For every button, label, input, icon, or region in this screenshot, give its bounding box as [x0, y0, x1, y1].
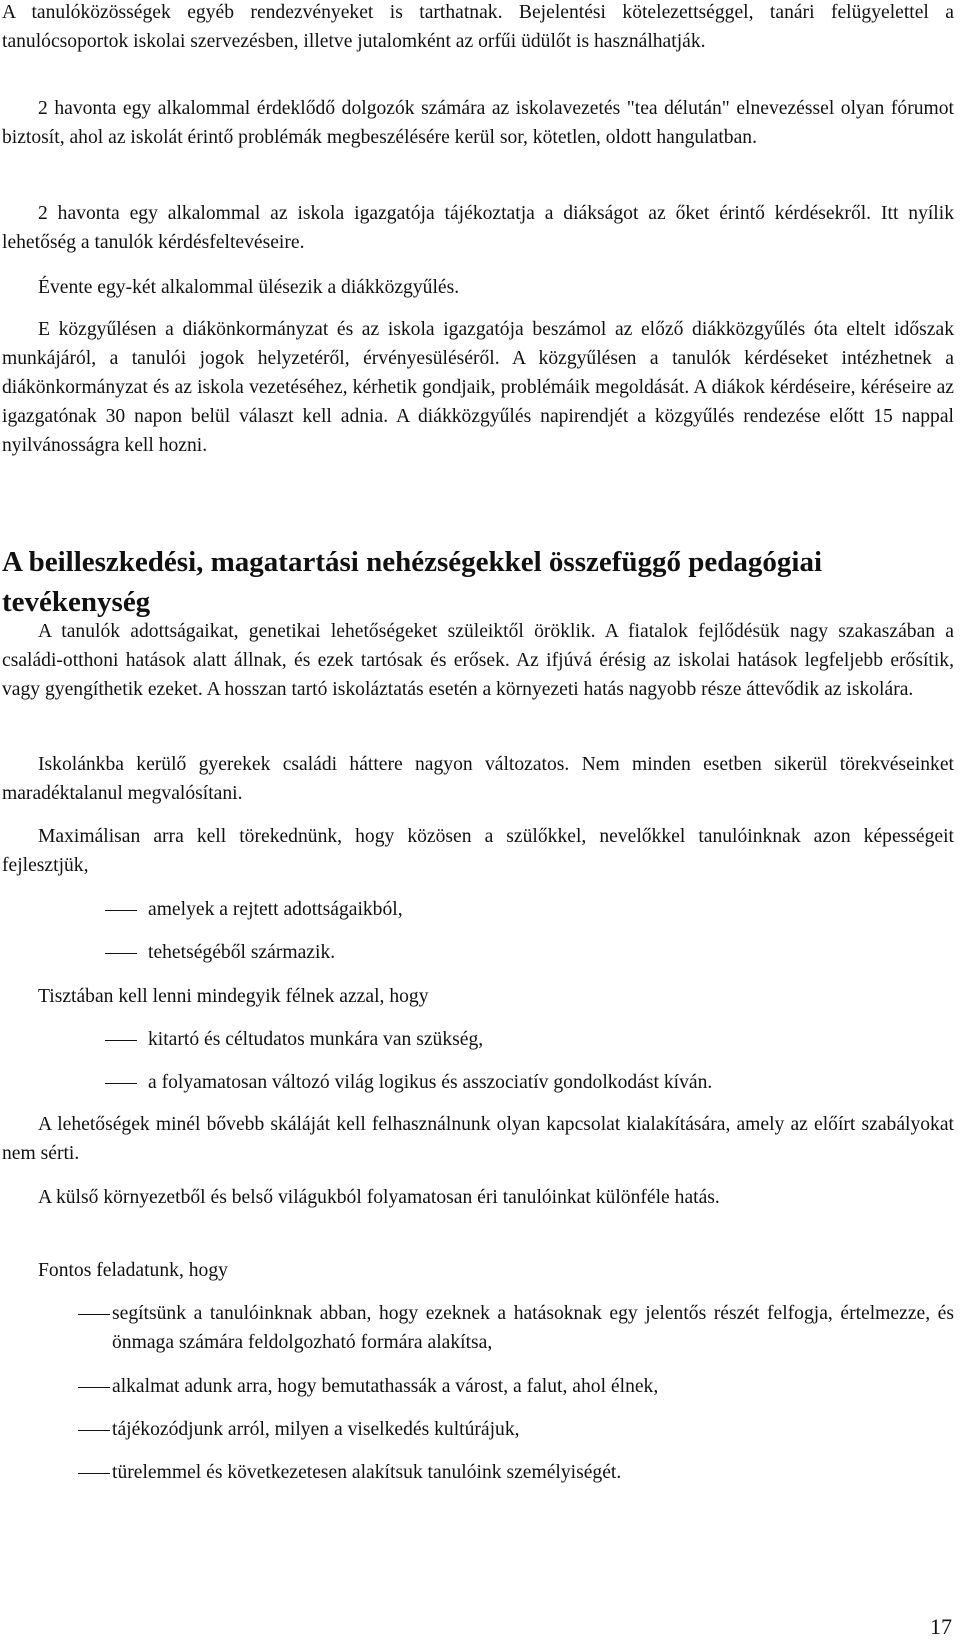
list-item: türelemmel és következetesen alakítsuk tanulóink személyiségét.	[112, 1462, 622, 1483]
paragraph-abilities: Maximálisan arra kell törekednünk, hogy közösen a szülőkkel, nevelőkkel tanulóinknak azon képességeit fejlesztjük,	[2, 826, 954, 876]
paragraph-tasks: Fontos feladatunk, hogy	[38, 1260, 228, 1281]
list-item: tájékozódjunk arról, milyen a viselkedés kultúrájuk,	[112, 1419, 520, 1440]
dash-bullet	[105, 1040, 137, 1041]
paragraph-assembly-details: E közgyűlésen a diákönkormányzat és az iskola igazgatója beszámol az előző diákközgyűlés óta eltelt időszak munkájáról, a tanulói jogok helyzetéről, érvényesüléséről. A közgyűlésen a tanulók kérdéseket intézhetnek a diákönkormányzat és az iskola vezetéséhez, kérhetik gondjaik, problémáik megoldását. A diákok kérdéseire, kéréseire az igazgatónak 30 napon belül választ kell adnia. A diákközgyűlés napirendjét a közgyűlés rendezése előtt 15 nappal nyilvánosságra kell hozni.	[2, 319, 954, 456]
dash-bullet	[105, 1083, 137, 1084]
dash-bullet	[78, 1473, 110, 1474]
paragraph-principal-briefing: 2 havonta egy alkalommal az iskola igazgatója tájékoztatja a diákságot az őket érintő kérdésekről. Itt nyílik lehetőség a tanulók kérdésfeltevéseire.	[2, 203, 954, 253]
dash-bullet	[105, 953, 137, 954]
list-item: tehetségéből származik.	[148, 942, 336, 963]
section-heading: A beilleszkedési, magatartási nehézségekkel összefüggő pedagógiai tevékenység	[2, 546, 823, 618]
list-item: alkalmat adunk arra, hogy bemutathassák a várost, a falut, ahol élnek,	[112, 1376, 659, 1397]
dash-bullet	[105, 910, 137, 911]
paragraph-student-assembly: Évente egy-két alkalommal ülésezik a diákközgyűlés.	[38, 277, 460, 298]
paragraph-influences: A külső környezetből és belső világukból folyamatosan éri tanulóinkat különféle hatás.	[38, 1187, 720, 1208]
dash-bullet	[78, 1314, 110, 1315]
list-item: amelyek a rejtett adottságaikból,	[148, 899, 403, 920]
list-item: kitartó és céltudatos munkára van szükség,	[148, 1029, 484, 1050]
dash-bullet	[78, 1387, 110, 1388]
paragraph-tea-afternoon: 2 havonta egy alkalommal érdeklődő dolgozók számára az iskolavezetés "tea délután" elnevezéssel olyan fórumot biztosít, ahol az iskolát érintő problémák megbeszélésére kerül sor, kötetlen, oldott hangulatban.	[2, 98, 954, 148]
paragraph-understanding: Tisztában kell lenni mindegyik félnek azzal, hogy	[38, 986, 429, 1007]
list-item: a folyamatosan változó világ logikus és asszociatív gondolkodást kíván.	[148, 1072, 713, 1093]
paragraph-events: A tanulóközösségek egyéb rendezvényeket is tarthatnak. Bejelentési kötelezettséggel, tanári felügyelettel a tanulócsoportok iskolai szervezésben, illetve jutalomként az orfűi üdülőt is használhatják.	[2, 2, 954, 52]
list-item: segítsünk a tanulóinknak abban, hogy ezeknek a hatásoknak egy jelentős részét felfogja, értelmezze, és önmaga számára feldolgozható formára alakítsa,	[112, 1303, 954, 1353]
page-number: 17	[930, 1614, 952, 1639]
paragraph-opportunities: A lehetőségek minél bővebb skáláját kell felhasználnunk olyan kapcsolat kialakítására, amely az előírt szabályokat nem sérti.	[2, 1114, 954, 1164]
dash-bullet	[78, 1430, 110, 1431]
paragraph-talents: A tanulók adottságaikat, genetikai lehetőségeket szüleiktől öröklik. A fiatalok fejlődésük nagy szakaszában a családi-otthoni hatások alatt állnak, és ezek tartósak és erősek. Az ifjúvá érésig az iskolai hatások legfeljebb erősítik, vagy gyengíthetik ezeket. A hosszan tartó iskoláztatás esetén a környezeti hatás nagyobb része áttevődik az iskolára.	[2, 621, 954, 700]
paragraph-family-background: Iskolánkba kerülő gyerekek családi háttere nagyon változatos. Nem minden esetben sikerül törekvéseinket maradéktalanul megvalósítani.	[2, 754, 954, 804]
